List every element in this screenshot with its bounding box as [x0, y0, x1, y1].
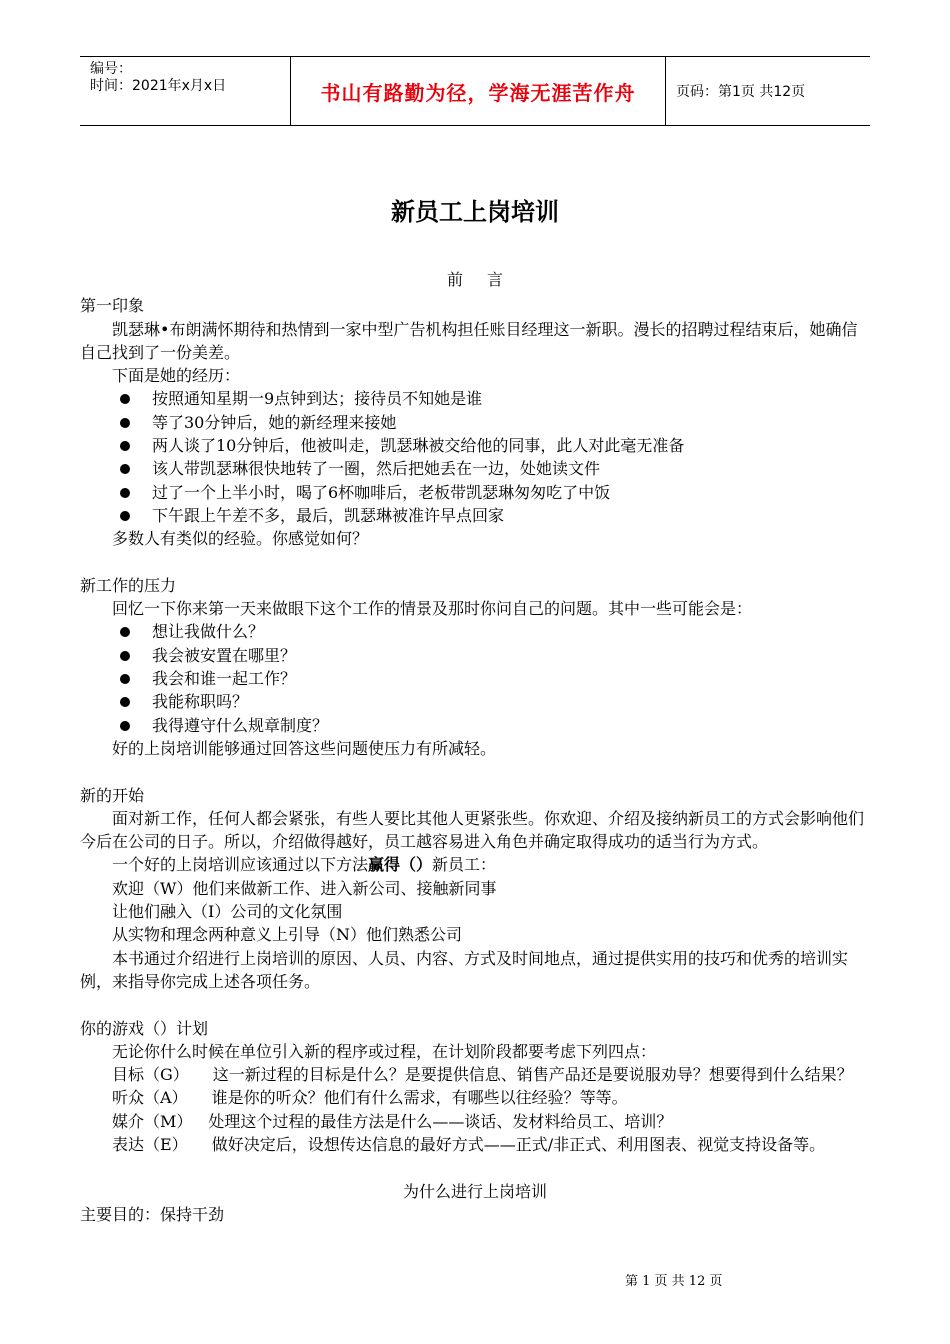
bullet-dot-icon — [120, 488, 130, 498]
bullet-dot-icon — [120, 674, 130, 684]
bullet-dot-icon — [120, 394, 130, 404]
bullet-dot-icon — [120, 418, 130, 428]
paragraph: 主要目的：保持干劲 — [80, 1204, 225, 1224]
header-motto — [291, 57, 666, 125]
section-heading-pressure: 新工作的压力 — [80, 575, 177, 595]
plan-item-medium: 媒介（M） 处理这个过程的最佳方法是什么——谈话、发材料给员工、培训？ — [112, 1111, 673, 1131]
list-item: 欢迎（W）他们来做新工作、进入新公司、接触新同事 — [112, 878, 497, 898]
bullet-dot-icon — [120, 464, 130, 474]
plan-item-audience: 听众（A） 谁是你的听众？他们有什么需求，有哪些以往经验？等等。 — [112, 1088, 628, 1108]
bullet-item: 两人谈了10分钟后，他被叫走，凯瑟琳被交给他的同事，此人对此毫无准备 — [80, 434, 870, 457]
bullet-item: 下午跟上午差不多，最后，凯瑟琳被准许早点回家 — [80, 504, 870, 527]
preface-heading: 前言 — [446, 270, 527, 289]
paragraph: 面对新工作，任何人都会紧张，有些人要比其他人更紧张些。你欢迎、介绍及接纳新员工的方式会影响他们今后在公司的日子。所以，介绍做得越好，员工越容易进入角色并确定取得成功的适当行为方式。 — [80, 808, 865, 852]
bullet-item: 过了一个上半小时，喝了6杯咖啡后，老板带凯瑟琳匆匆吃了中饭 — [80, 481, 870, 504]
paragraph: 本书通过介绍进行上岗培训的原因、人员、内容、方式及时间地点，通过提供实用的技巧和优秀的培训实例，来指导你完成上述各项任务。 — [80, 948, 849, 991]
bullet-item: 按照通知星期一9点钟到达；接待员不知她是谁 — [80, 387, 870, 410]
paragraph: 无论你什么时候在单位引入新的程序或过程，在计划阶段都要考虑下列四点： — [112, 1041, 657, 1061]
bullet-item: 我会和谁一起工作？ — [80, 667, 870, 690]
win-emphasis: 赢得（） — [368, 855, 433, 875]
page-footer: 第 1 页 共 12 页 — [625, 1274, 723, 1289]
header-table — [80, 56, 870, 126]
bullet-dot-icon — [120, 721, 130, 731]
paragraph: 多数人有类似的经验。你感觉如何？ — [112, 529, 369, 549]
bullet-dot-icon — [120, 441, 130, 451]
document-title: 新员工上岗培训 — [391, 198, 559, 226]
paragraph: 好的上岗培训能够通过回答这些问题使压力有所减轻。 — [112, 738, 497, 758]
bullet-dot-icon — [120, 511, 130, 521]
bullet-item: 该人带凯瑟琳很快地转了一圈，然后把她丢在一边，处她读文件 — [80, 457, 870, 480]
section-heading-new-start: 新的开始 — [80, 785, 145, 805]
number-label: 编号： — [90, 61, 132, 77]
list-item: 让他们融入（I）公司的文化氛围 — [112, 902, 343, 922]
paragraph: 一个好的上岗培训应该通过以下方法赢得（）新员工： — [112, 855, 497, 875]
time-label: 时间：2021年x月x日 — [90, 78, 227, 94]
bullet-item: 我能称职吗？ — [80, 690, 870, 713]
bullet-item: 想让我做什么？ — [80, 620, 870, 643]
list-item: 从实物和理念两种意义上引导（N）他们熟悉公司 — [112, 925, 463, 945]
section-heading-first-impression: 第一印象 — [80, 296, 145, 316]
bullet-dot-icon — [120, 651, 130, 661]
bullet-item: 我会被安置在哪里？ — [80, 644, 870, 667]
header-page-info — [666, 57, 870, 125]
paragraph: 凯瑟琳•布朗满怀期待和热情到一家中型广告机构担任账目经理这一新职。漫长的招聘过程结束后，她确信自己找到了一份美差。 — [80, 319, 858, 362]
bullet-dot-icon — [120, 627, 130, 637]
motto-text: 书山有路勤为径，学海无涯苦作舟 — [320, 80, 636, 105]
bullet-item: 等了30分钟后，她的新经理来接她 — [80, 411, 870, 434]
page-info-text: 页码：第1页 共12页 — [676, 84, 806, 100]
bullet-dot-icon — [120, 697, 130, 707]
section-heading-why: 为什么进行上岗培训 — [402, 1181, 547, 1201]
header-meta — [80, 57, 291, 125]
plan-item-goal: 目标（G） 这一新过程的目标是什么？是要提供信息、销售产品还是要说服劝导？想要得到什么结果？ — [112, 1065, 853, 1085]
paragraph: 下面是她的经历： — [112, 366, 241, 386]
bullet-item: 我得遵守什么规章制度？ — [80, 714, 870, 737]
paragraph: 回忆一下你来第一天来做眼下这个工作的情景及那时你问自己的问题。其中一些可能会是： — [112, 599, 753, 619]
plan-item-expression: 表达（E） 做好决定后，设想传达信息的最好方式——正式/非正式、利用图表、视觉支持设备等。 — [112, 1134, 826, 1154]
document-body — [80, 268, 870, 1226]
section-heading-game-plan: 你的游戏（）计划 — [80, 1018, 209, 1038]
